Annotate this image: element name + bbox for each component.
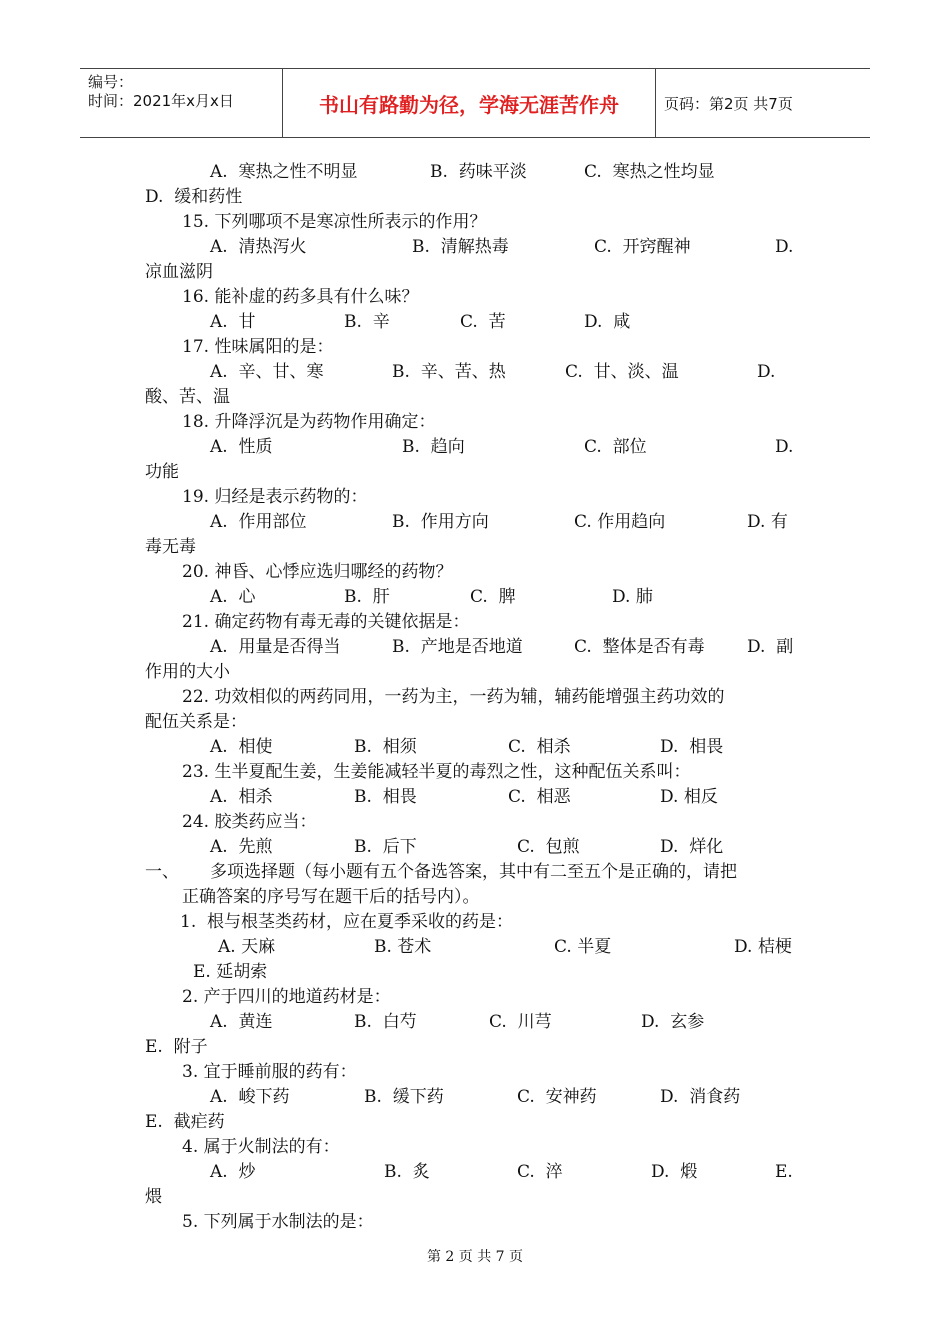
exam-line-text: D. 相畏 xyxy=(660,737,724,757)
exam-line-text: A. 寒热之性不明显 xyxy=(210,162,358,182)
exam-line-text: C. 脾 xyxy=(470,587,516,607)
header-motto: 书山有路勤为径，学海无涯苦作舟 xyxy=(282,69,656,137)
exam-line-text: C. 淬 xyxy=(517,1162,563,1182)
exam-line-text: 煨 xyxy=(145,1187,162,1207)
exam-line-text: 22. 功效相似的两药同用，一药为主，一药为辅，辅药能增强主药功效的 xyxy=(182,687,725,707)
exam-line-text: A. 用量是否得当 xyxy=(210,637,341,657)
exam-line-text: D. 咸 xyxy=(584,312,631,332)
exam-line-text: B. 辛、苦、热 xyxy=(392,362,506,382)
exam-line-text: B. 相须 xyxy=(354,737,417,757)
header-meta xyxy=(80,69,280,137)
exam-line-text: 24. 胶类药应当： xyxy=(182,812,317,832)
exam-line-text: B. 辛 xyxy=(344,312,390,332)
exam-line-text: A. 辛、甘、寒 xyxy=(210,362,324,382)
exam-line-text: B. 清解热毒 xyxy=(412,237,509,257)
exam-line-text: 凉血滋阴 xyxy=(145,262,213,282)
exam-line-text: B. 炙 xyxy=(384,1162,430,1182)
exam-line-text: D. 有 xyxy=(747,512,788,532)
exam-line-text: A. 峻下药 xyxy=(210,1087,290,1107)
exam-line-text: 一、 xyxy=(145,862,179,882)
exam-line-text: A. 甘 xyxy=(210,312,256,332)
exam-line-text: A. 心 xyxy=(210,587,256,607)
exam-line-text: B. 白芍 xyxy=(354,1012,417,1032)
exam-line-text: D. 缓和药性 xyxy=(145,187,243,207)
exam-line-text: C. 半夏 xyxy=(554,937,612,957)
exam-line-text: C. 相恶 xyxy=(508,787,571,807)
exam-line-text: D. 肺 xyxy=(612,587,653,607)
exam-line-text: 酸、苦、温 xyxy=(145,387,230,407)
page-header xyxy=(80,68,870,138)
exam-line-text: E. 截疟药 xyxy=(145,1112,225,1132)
exam-line-text: B. 药味平淡 xyxy=(430,162,527,182)
exam-line-text: B. 趋向 xyxy=(402,437,465,457)
exam-line-text: B. 产地是否地道 xyxy=(392,637,523,657)
exam-line-text: 19. 归经是表示药物的： xyxy=(182,487,368,507)
page-footer: 第 2 页 共 7 页 xyxy=(426,1249,524,1265)
exam-line-text: B. 后下 xyxy=(354,837,417,857)
exam-line-text: D. 副 xyxy=(747,637,794,657)
exam-line-text: 毒无毒 xyxy=(145,537,196,557)
exam-line-text: E. 附子 xyxy=(145,1037,208,1057)
exam-line-text: 5. 下列属于水制法的是： xyxy=(182,1212,374,1232)
exam-line-text: 4. 属于火制法的有： xyxy=(182,1137,340,1157)
exam-line-text: D. 煅 xyxy=(651,1162,698,1182)
exam-line-text: 15. 下列哪项不是寒凉性所表示的作用？ xyxy=(182,212,487,232)
exam-line-text: A. 作用部位 xyxy=(210,512,307,532)
exam-line-text: D. xyxy=(775,437,794,457)
exam-line-text: 1. 根与根茎类药材，应在夏季采收的药是： xyxy=(180,912,514,932)
exam-line-text: 正确答案的序号写在题干后的括号内）。 xyxy=(182,887,480,907)
exam-line-text: D. xyxy=(775,237,794,257)
exam-line-text: C. 开窍醒神 xyxy=(594,237,691,257)
exam-line-text: C. 苦 xyxy=(460,312,506,332)
exam-line-text: A. 性质 xyxy=(210,437,273,457)
exam-line-text: 多项选择题（每小题有五个备选答案，其中有二至五个是正确的，请把 xyxy=(210,862,737,882)
number-label: 编号： xyxy=(88,73,134,91)
exam-line-text: 20. 神昏、心悸应选归哪经的药物？ xyxy=(182,562,453,582)
time-label: 时间：2021年x月x日 xyxy=(88,92,234,110)
exam-line-text: C. 川芎 xyxy=(489,1012,552,1032)
exam-line-text: C. 甘、淡、温 xyxy=(565,362,679,382)
exam-line-text: 23. 生半夏配生姜，生姜能减轻半夏的毒烈之性，这种配伍关系叫： xyxy=(182,762,691,782)
exam-line-text: D. 消食药 xyxy=(660,1087,741,1107)
exam-line-text: D. xyxy=(757,362,776,382)
exam-line-text: B. 相畏 xyxy=(354,787,417,807)
exam-line-text: B. 缓下药 xyxy=(364,1087,444,1107)
exam-line-text: D. 玄参 xyxy=(641,1012,705,1032)
exam-line-text: A. 炒 xyxy=(210,1162,256,1182)
exam-line-text: 16. 能补虚的药多具有什么味？ xyxy=(182,287,419,307)
exam-line-text: E. xyxy=(775,1162,793,1182)
exam-line-text: C. 安神药 xyxy=(517,1087,597,1107)
exam-line-text: D. 烊化 xyxy=(660,837,724,857)
exam-line-text: A. 黄连 xyxy=(210,1012,273,1032)
exam-line-text: C. 部位 xyxy=(584,437,647,457)
exam-line-text: 3. 宜于睡前服的药有： xyxy=(182,1062,357,1082)
exam-line-text: C. 整体是否有毒 xyxy=(574,637,705,657)
exam-line-text: 18. 升降浮沉是为药物作用确定： xyxy=(182,412,436,432)
exam-line-text: E. 延胡索 xyxy=(193,962,268,982)
exam-line-text: C. 相杀 xyxy=(508,737,571,757)
exam-line-text: 17. 性味属阳的是： xyxy=(182,337,334,357)
exam-line-text: D. 桔梗 xyxy=(734,937,792,957)
exam-line-text: A. 相杀 xyxy=(210,787,273,807)
exam-line-text: A. 相使 xyxy=(210,737,273,757)
exam-line-text: A. 先煎 xyxy=(210,837,273,857)
exam-line-text: C. 包煎 xyxy=(517,837,580,857)
exam-line-text: A. 清热泻火 xyxy=(210,237,307,257)
exam-line-text: C. 寒热之性均显 xyxy=(584,162,715,182)
exam-line-text: B. 苍术 xyxy=(374,937,432,957)
exam-line-text: B. 作用方向 xyxy=(392,512,489,532)
exam-line-text: D. 相反 xyxy=(660,787,718,807)
exam-line-text: 功能 xyxy=(145,462,179,482)
exam-line-text: A. 天麻 xyxy=(218,937,276,957)
exam-line-text: 21. 确定药物有毒无毒的关键依据是： xyxy=(182,612,470,632)
exam-line-text: C. 作用趋向 xyxy=(574,512,666,532)
exam-line-text: 2. 产于四川的地道药材是： xyxy=(182,987,391,1007)
header-page-label: 页码：第2页 共7页 xyxy=(664,94,793,113)
exam-line-text: 配伍关系是： xyxy=(145,712,247,732)
exam-line-text: B. 肝 xyxy=(344,587,390,607)
exam-line-text: 作用的大小 xyxy=(145,662,230,682)
